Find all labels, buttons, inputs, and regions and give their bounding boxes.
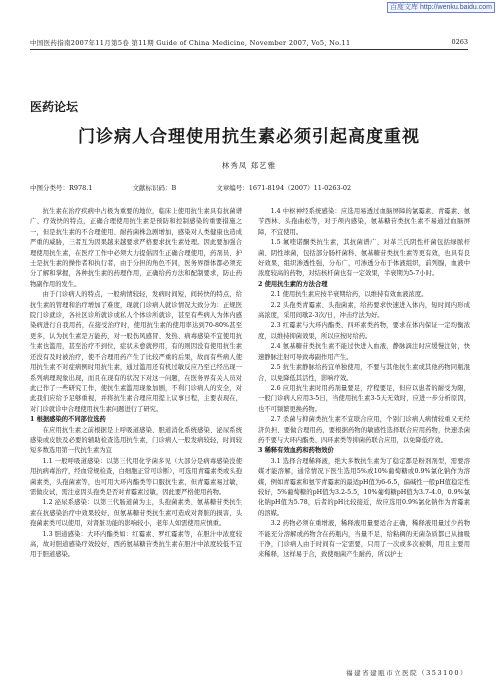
clc-number: 中图分类号：R978.1 — [30, 184, 93, 192]
section-heading: 1 根据感染的不同部位选药 — [30, 416, 106, 424]
right-column — [258, 207, 470, 647]
body-paragraph: 由于门诊病人的特点，一般病情较轻，发病时间短，间转快的特点，给抗生素的管理和治疗增加了难度，现就门诊病人就诊情况大致分为：正规医院门诊就诊，各社区诊所就诊或私人个体诊所就诊，甚至有些病人为体内感染病进行自我用药，在接受治疗时，使用抗生素的使用率达到70-80%甚至更多，认为抗生素是万能药，对一般伤风感冒、发热、病毒感染不宜使用抗生素也滥用，甚至治疗不到位，症状未愈就停用，有的则因没有使用抗生素还没有及时被治疗，使不合理用药产生了比较严重的后果，故而有些病人使用抗生素不对症病例时用抗生素，通过滥用还有机过敏反应乃至已经出现一系列病理现象出现，而且在现有的状况下对这一问题，在医务界有关人员对此已作了一些研究工作，使抗生素滥用现象加剧，不利门诊病人的安全，对此我们应给予足够重视，并将抗生素合理应用提上议事日程，主要表现在，对门诊就诊中合理使用抗生素问题进行了研究。 — [30, 291, 242, 413]
author-affiliation: 福建省建瓯市立医院（353100） — [346, 669, 468, 677]
body-paragraph: 2.3 红霉素与大环内酯类、四环素类药物，要求在体内保证一定均衡浓度，以维持抑菌效果，所以应按时给药。 — [258, 322, 470, 340]
body-paragraph: 在应用抗生素之前根据是上呼吸道感染、胆道消化系统感染、泌尿系统感染或皮肤及必要的辅助检查选用抗生素，门诊病人一般发病较轻，时间较短多数选用第一代抗生素为宜 — [30, 426, 242, 455]
body-paragraph: 1.4 中枢神经系统感染：应选用易透过血脑屏障的氯霉素、青霉素、氨苄西林、头孢曲松等，对于颅内感染，氨基糖苷类抗生素不易通过血脑屏障，不宜使用。 — [258, 208, 470, 236]
body-paragraph: 1.5 氟喹诺酮类抗生素，其抗菌谱广、对革兰氏阴性杆菌包括绿脓杆菌、阴性球菌，包括部分肠杆菌科、氨基糖苷类抗生素等更有效，也具有良好效果，组织渗透性强，分布广，可渗透分布于体液组织，前列腺，血液中浓度较高的药物，对结核杆菌也有一定效果，半衰期为5-7小时。 — [258, 239, 470, 278]
article-metadata — [30, 183, 468, 192]
article-number: 文章编号：1671-8194（2007）11-0263-02 — [216, 184, 352, 192]
body-paragraph: 2.2 头孢类青霉素、头孢菌素，给药要求快速进入体内，短时间内形成高浓度，采用间歇2-3次/日，冲击疗法为好。 — [258, 301, 470, 320]
body-paragraph: 抗生素在治疗疾病中占极为重要的地位，临床上使用抗生素具有抗菌谱广、疗效快的特点，正确合理使用抗生素是预防和控制感染的重要措施之一，但是抗生素的不合理使用、耐药菌株急剧增加，感染对人类健康也造成严重的威胁，三者互为因果越来越要求严格要求抗生素处理。因此要加强合理使用抗生素，在医疗工作中必须大力提倡因生正确合理使用，药剂员、护士是抗生素的操作者和执行者，由于分担的角色不同，医务界群体都必须充分了解和掌握，各种抗生素的药理作用，正确给药方法和配制要求，防止药物副作用的发生。 — [30, 208, 242, 288]
running-head — [30, 38, 468, 50]
page-number: 0263 — [451, 38, 468, 46]
journal-citation: 中国医药指南2007年11月第5卷 第11期 Guide of China Medicine, November 2007, Vo5, No.11 — [30, 39, 351, 47]
body-paragraph: 1.1 一般呼吸道感染：以第三代用化学菌多见（大部分是病毒感染没使用抗病毒治疗，经血常规检查，白细胞正常可诊断），可选用青霉素类或头孢菌素类，头孢菌素等，也可用大环内酯类等口服抗生素，但青霉素易过敏，需做皮试，需注意因头孢类是否对青霉素过敏，因此要严格使用药物。 — [30, 457, 242, 496]
body-paragraph: 2.1 使用抗生素应按半衰期给药，以维持有效血液浓度。 — [270, 291, 428, 299]
left-column — [30, 207, 242, 647]
section-heading: 3 稀释有效血药和药物效价 — [258, 447, 334, 455]
article-title: 门诊病人合理使用抗生素必须引起高度重视 — [78, 127, 420, 147]
body-paragraph: 3.1 选择合理稀释液，绝大多数抗生素为了稳定都是粉剂剂型，需要溶媒才能溶解，通常情况下医生选用5%或10%葡萄糖或0.9%氯化钠作为溶媒，例如青霉素和氨苄青霉素的最适pH值为6-6.5，偏碱性一般pH值稳定性较好，5%葡萄糖的pH值为3.2-5.5，10%葡萄糖pH值为3.7-4.0，0.9%氯化钠pH值为5.78，后者的pH比较接近，故应选用0.9%氯化钠作为青霉素的溶媒。 — [258, 457, 470, 517]
article-body — [30, 207, 470, 647]
article-authors: 林秀凤 郑艺雅 — [221, 161, 277, 170]
section-label: 医药论坛 — [30, 100, 79, 114]
document-code: 文献标识码：B — [132, 184, 177, 192]
body-paragraph: 2.7 杀菌与抑菌类抗生素不宜联合应用，个别门诊病人病情较重又无经济负担、要做合理用药，要根据药物的敏感性选择联合应用药物，快速杀菌药不要与大环内酯类、四环素类等抑菌药联合应用，以免降低疗效。 — [258, 416, 470, 444]
body-paragraph: 1.3 胆道感染：大环内酯类如：红霉素、罗红霉素等，在胆汁中浓度较高，故对胆道感染疗效较好，西药氨基糖苷类抗生素在胆汁中浓度较低不宜用于胆道感染。 — [30, 530, 242, 559]
body-paragraph: 2.5 抗生素静脉给药宜单独使用，不要与其他抗生素或其他药物同瓶混合，以免降低其活性，影响疗效。 — [258, 364, 470, 382]
body-paragraph: 2.6 应用抗生素时用药剂量要足，疗程要足，但应以患者的耐受为限，一般门诊病人应用3-5日，当使用抗生素3-5天无效时，应进一步分析原因，也不可频繁更换药物。 — [258, 384, 470, 413]
body-paragraph: 1.2 泌尿系感染：以第三代肠道菌为主，头孢菌素类、氨基糖苷类抗生素在抗感染治疗中效果较好，但氨基糖苷类抗生素可造成对肾脏的损害，头孢菌素类可以使用，对肾脏功能的影响较小，老年人如需使用应慎重。 — [30, 499, 242, 528]
watermark-badge: 百度文库 http://wenku.baidu.com — [387, 2, 495, 13]
body-paragraph: 3.2 药物必须在重增液，稀释液用量要适合正确，稀释液用量过少药物不能充分溶解或药物含在药瓶内，当量不足，给粘稠的无菌杂质都已从抽吸干净，门诊病人由于时间有一定需要，只用了一次或多次被刺，用且主要用来稀释，这样易于合，致使细菌产生耐药，所以护士 — [258, 520, 470, 559]
section-heading: 2 使用抗生素的方法合理 — [258, 280, 328, 288]
body-paragraph: 2.4 氨基糖苷类抗生素不能过快进入血液，静脉滴注时应缓慢注射，快速静脉注射可导致毒副作用产生。 — [258, 343, 470, 361]
